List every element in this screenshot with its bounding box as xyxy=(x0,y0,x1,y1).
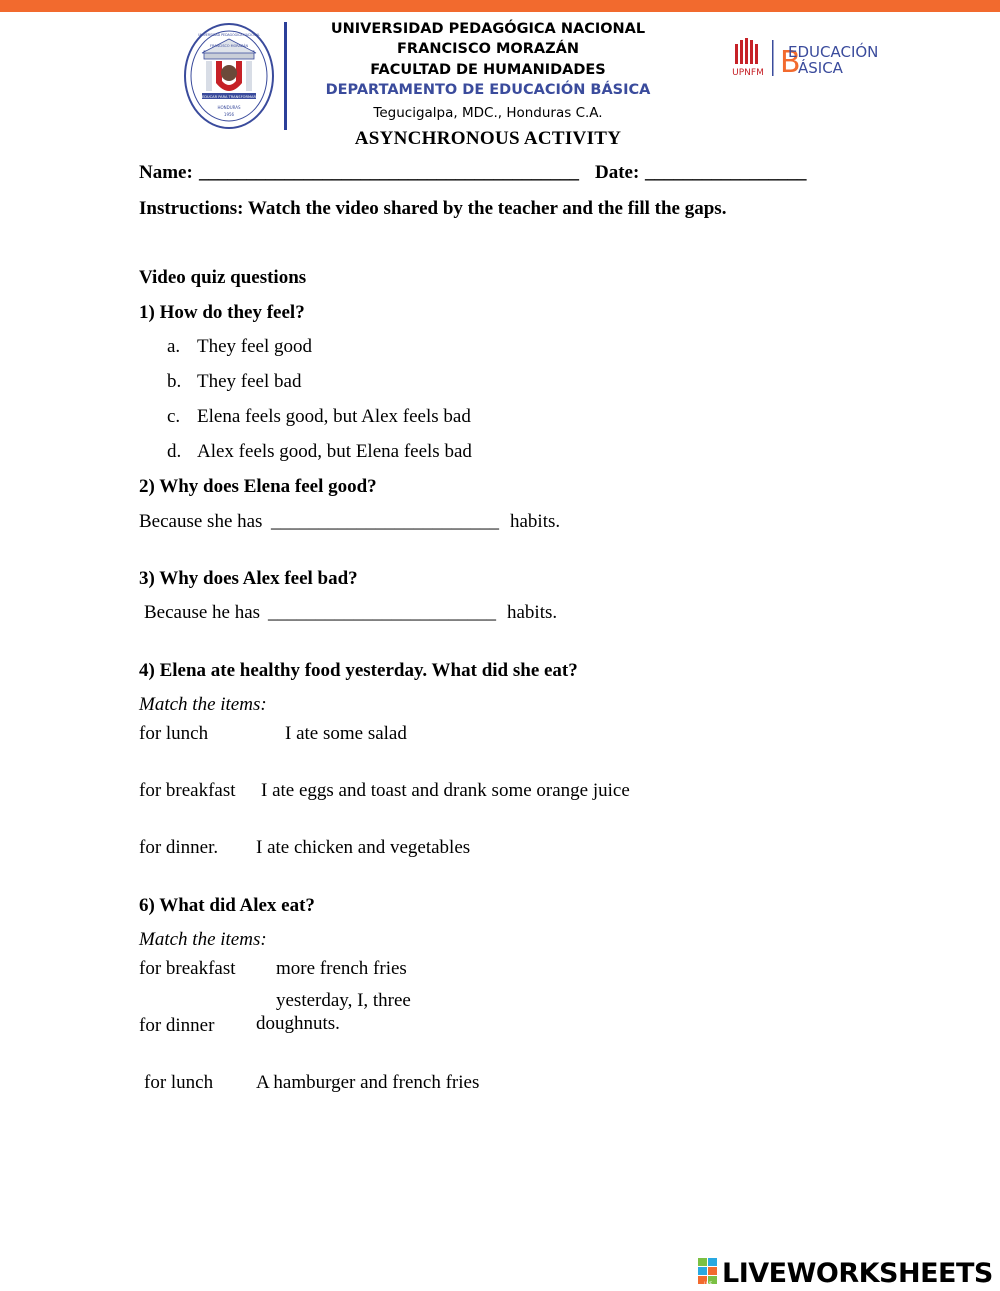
top-accent-bar xyxy=(0,0,1000,12)
header-university-name: FRANCISCO MORAZÁN xyxy=(397,41,579,57)
q4-right-salad[interactable]: I ate some salad xyxy=(285,723,407,744)
instructions: Instructions: Watch the video shared by the teacher and the fill the gaps. xyxy=(139,198,727,219)
section-title: Video quiz questions xyxy=(139,267,307,288)
q6-left-breakfast[interactable]: for breakfast xyxy=(139,958,236,979)
edu-logo-line2: ÁSICA xyxy=(798,59,843,77)
q4-right-chicken[interactable]: I ate chicken and vegetables xyxy=(256,837,471,858)
name-label: Name: xyxy=(139,162,193,183)
q6-left-dinner[interactable]: for dinner xyxy=(139,1015,215,1036)
q2-question: 2) Why does Elena feel good? xyxy=(139,476,377,497)
date-label: Date: xyxy=(595,162,640,183)
liveworksheets-badge: LIVE xyxy=(703,1281,713,1286)
q3-prefix: Because he has xyxy=(144,602,261,623)
q1-option-c[interactable]: Elena feels good, but Alex feels bad xyxy=(197,406,471,427)
header-university: UNIVERSIDAD PEDAGÓGICA NACIONAL xyxy=(330,21,646,37)
q6-right-fries[interactable]: more french fries xyxy=(276,958,407,979)
activity-title: ASYNCHRONOUS ACTIVITY xyxy=(354,128,622,149)
seal-ring-name: FRANCISCO MORAZÁN xyxy=(210,44,248,48)
header-city: Tegucigalpa, MDC., Honduras C.A. xyxy=(373,105,603,121)
q3-suffix: habits. xyxy=(507,602,558,623)
q4-left-dinner[interactable]: for dinner. xyxy=(139,837,219,858)
liveworksheets-logo xyxy=(698,1254,998,1288)
q3-question: 3) Why does Alex feel bad? xyxy=(139,568,358,589)
q2-suffix: habits. xyxy=(510,511,561,532)
q3-answer-blank[interactable]: ________________________ xyxy=(268,602,496,623)
q6-right-hamburger[interactable]: A hamburger and french fries xyxy=(256,1072,480,1093)
q2-prefix: Because she has xyxy=(139,511,263,532)
q4-left-breakfast[interactable]: for breakfast xyxy=(139,780,236,801)
svg-text:B: B xyxy=(780,45,801,80)
q1-option-b-letter: b. xyxy=(167,371,182,392)
seal-year: 1956 xyxy=(223,112,235,117)
q4-question: 4) Elena ate healthy food yesterday. What did she eat? xyxy=(139,660,578,681)
q6-instruction: Match the items: xyxy=(139,929,267,950)
q6-right-doughnuts-line1[interactable]: yesterday, I, three xyxy=(276,990,411,1011)
q1-question: 1) How do they feel? xyxy=(139,302,305,323)
q4-right-eggs[interactable]: I ate eggs and toast and drank some orange juice xyxy=(261,780,630,801)
q1-option-a[interactable]: They feel good xyxy=(197,336,313,357)
q6-left-lunch[interactable]: for lunch xyxy=(144,1072,214,1093)
edu-logo-line1: EDUCACIÓN xyxy=(788,43,879,61)
q1-option-b[interactable]: They feel bad xyxy=(197,371,302,392)
q1-option-d-letter: d. xyxy=(167,441,182,462)
seal-motto: EDUCAR PARA TRANSFORMAR xyxy=(201,95,257,99)
q6-right-doughnuts-line2[interactable]: doughnuts. xyxy=(256,1013,340,1034)
name-blank[interactable]: ________________________________________ xyxy=(199,162,579,183)
q1-option-c-letter: c. xyxy=(167,406,181,427)
header-faculty: FACULTAD DE HUMANIDADES xyxy=(370,62,606,78)
q1-option-a-letter: a. xyxy=(167,336,181,357)
q2-answer-blank[interactable]: ________________________ xyxy=(271,511,499,532)
seal-country: HONDURAS xyxy=(217,105,241,110)
edu-logo-mark: UPNFM xyxy=(732,68,764,78)
q4-instruction: Match the items: xyxy=(139,694,267,715)
q1-option-d[interactable]: Alex feels good, but Elena feels bad xyxy=(197,441,472,462)
header-department: DEPARTAMENTO DE EDUCACIÓN BÁSICA xyxy=(325,82,651,98)
seal-ring-top: UNIVERSIDAD PEDAGÓGICA NACIONAL xyxy=(198,33,260,37)
q6-question: 6) What did Alex eat? xyxy=(139,895,315,916)
educacion-basica-logo xyxy=(732,38,882,80)
q4-left-lunch[interactable]: for lunch xyxy=(139,723,209,744)
date-blank[interactable]: _________________ xyxy=(645,162,807,183)
liveworksheets-brand: LIVEWORKSHEETS xyxy=(722,1258,993,1288)
